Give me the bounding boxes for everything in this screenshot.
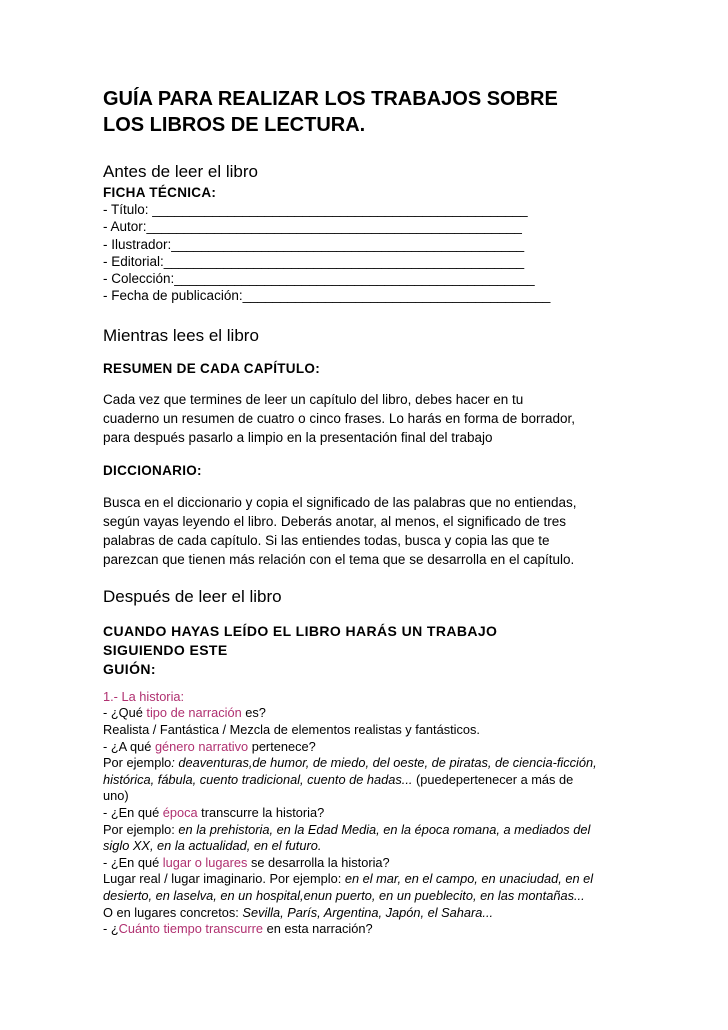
section-heading-during: Mientras lees el libro: [103, 325, 259, 345]
paragraph-line: palabras de cada capítulo. Si las entiendes todas, busca y copia las que te: [103, 532, 550, 548]
example-italic: Sevilla, París, Argentina, Japón, el Sahara...: [242, 904, 494, 920]
example-text: [103, 905, 663, 922]
document-title: [103, 86, 663, 138]
section-heading-before: Antes de leer el libro: [103, 162, 258, 181]
question-tipo-narracion: [103, 705, 663, 722]
diccionario-label: DICCIONARIO:: [103, 462, 202, 478]
paragraph-line: cuaderno un resumen de cuatro o cinco frases. Lo harás en forma de borrador,: [103, 410, 576, 426]
paragraph-line: Cada vez que termines de leer un capítulo del libro, debes hacer en tu: [103, 391, 524, 407]
resumen-paragraph: [103, 390, 663, 447]
section-after: [103, 586, 663, 938]
historia-label: 1.- La historia:: [103, 688, 185, 704]
key-term: época: [162, 804, 198, 820]
example-text: [103, 888, 663, 905]
ficha-tecnica-label: FICHA TÉCNICA:: [103, 185, 217, 200]
example-lead: Por ejemplo: [103, 755, 172, 771]
example-italic: : deaventuras,de humor, de miedo, del oeste, de piratas, de ciencia-ficción,: [171, 755, 597, 771]
title-line: LOS LIBROS DE LECTURA.: [103, 114, 366, 136]
guion-line: CUANDO HAYAS LEÍDO EL LIBRO HARÁS UN TRABAJO: [103, 622, 498, 639]
section-before: [103, 161, 663, 305]
key-term: Cuánto tiempo transcurre: [118, 921, 264, 937]
question-lugar: [103, 855, 663, 872]
question-text: - ¿: [103, 921, 119, 937]
example-lead: Por ejemplo:: [103, 821, 179, 837]
question-epoca: [103, 805, 663, 822]
example-text: [103, 755, 663, 772]
document-page: [103, 86, 663, 938]
field-fecha-publicacion: - Fecha de publicación:_________________________________________: [103, 288, 551, 304]
answer-text: Realista / Fantástica / Mezcla de elementos realistas y fantásticos.: [103, 721, 480, 737]
example-italic: en el mar, en el campo, en unaciudad, en el: [344, 871, 594, 887]
section-heading-after: Después de leer el libro: [103, 586, 282, 606]
key-term: lugar o lugares: [162, 854, 248, 870]
paragraph-line: Busca en el diccionario y copia el significado de las palabras que no entiendas,: [103, 494, 577, 510]
question-text: - ¿Qué: [103, 705, 147, 721]
example-italic: histórica, fábula, cuento tradicional, cuento de hadas...: [103, 771, 413, 787]
guion-line: GUIÓN:: [103, 660, 156, 677]
question-text: es?: [241, 705, 266, 721]
key-term: género narrativo: [154, 738, 249, 754]
resumen-label: RESUMEN DE CADA CAPÍTULO:: [103, 360, 321, 376]
example-lead: O en lugares concretos:: [103, 904, 243, 920]
example-italic: desierto, en laselva, en un hospital,enun puerto, en un pueblecito, en las montañas...: [103, 887, 585, 903]
diccionario-paragraph: [103, 493, 663, 569]
paragraph-line: para después pasarlo a limpio en la presentación final del trabajo: [103, 429, 493, 445]
question-tiempo: [103, 921, 663, 938]
section-during: [103, 325, 663, 569]
example-note: (puedepertenecer a más de: [412, 771, 574, 787]
paragraph-line: parezcan que tienen más relación con el tema que se desarrolla en el capítulo.: [103, 551, 575, 567]
example-lead: Lugar real / lugar imaginario. Por ejemplo:: [103, 871, 345, 887]
paragraph-line: según vayas leyendo el libro. Deberás anotar, al menos, el significado de tres: [103, 513, 567, 529]
key-term: tipo de narración: [146, 705, 242, 721]
question-genero-narrativo: [103, 739, 663, 756]
field-titulo: - Título: __________________________________________________: [103, 202, 528, 217]
field-ilustrador: - Ilustrador:_______________________________________________: [103, 236, 525, 252]
example-text: [103, 871, 663, 888]
guion-heading: [103, 622, 663, 679]
question-text: se desarrolla la historia?: [247, 854, 390, 870]
question-text: - ¿En qué: [103, 804, 163, 820]
example-italic: en la prehistoria, en la Edad Media, en la época romana, a mediados del: [178, 821, 591, 837]
example-text: [103, 772, 663, 789]
field-autor: - Autor:__________________________________________________: [103, 219, 522, 235]
example-text: uno): [103, 788, 129, 804]
field-editorial: - Editorial:________________________________________________: [103, 253, 525, 269]
question-text: pertenece?: [248, 738, 316, 754]
field-coleccion: - Colección:________________________________________________: [103, 271, 535, 287]
question-text: transcurre la historia?: [197, 804, 325, 820]
question-text: - ¿En qué: [103, 854, 163, 870]
guion-line: SIGUIENDO ESTE: [103, 641, 228, 658]
example-text: [103, 822, 663, 839]
question-text: en esta narración?: [263, 921, 373, 937]
title-line: GUÍA PARA REALIZAR LOS TRABAJOS SOBRE: [103, 88, 558, 110]
example-italic: siglo XX, en la actualidad, en el futuro.: [103, 838, 322, 854]
historia-block: [103, 689, 663, 938]
question-text: - ¿A qué: [103, 738, 155, 754]
example-text: [103, 838, 663, 855]
